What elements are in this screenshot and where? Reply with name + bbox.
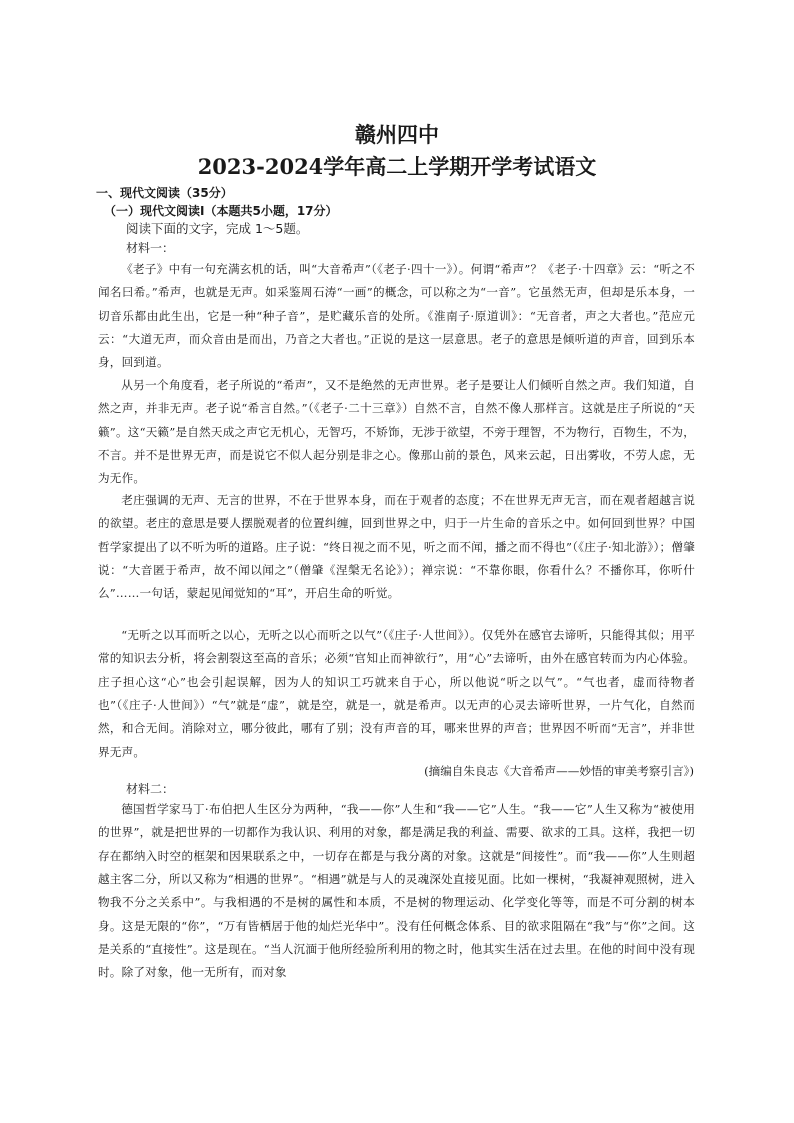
section-heading: 一、现代文阅读（35分） xyxy=(96,186,233,200)
material1-paragraph-2: 从另一个角度看，老子所说的“希声”，又不是绝然的无声世界。老子是要让人们倾听自然之声。我们知道，自然之声，并非无声。老子说“希言自然。”（《老子·二十三章》）自然不言，自然不像人那样言。这就是庄子所说的“天籁”。这“天籁”是自然天成之声它无机心，无智巧，不矫饰，无涉于欲望，不旁于理智，不为物行，百物生，不为，不言。并不是世界无声，而是说它不似人起分别是非之心。像那山前的景色，风来云起，日出雾收，不劳人虑，无为无作。 xyxy=(98,378,695,486)
exam-title: 2023-2024学年高二上学期开学考试语文 xyxy=(197,154,597,179)
material2-paragraph-1: 德国哲学家马丁·布伯把人生区分为两种，“我——你”人生和“我——它”人生。“我——它”人生又称为“被使用的世界”，就是把世界的一切都作为我认识、利用的对象，都是满足我的利益、需要、欲求的工具。这样，我把一切存在都纳入时空的框架和因果联系之中，一切存在都是与我分离的对象。这就是“间接性”。而“我——你”人生则超越主客二分，所以又称为“相遇的世界”。“相遇”就是与人的灵魂深处直接见面。比如一棵树，“我凝神观照树，进入物我不分之关系中”。与我相遇的不是树的属性和本质，不是树的物理运动、化学变化等等，而是不可分割的树本身。这是无限的“你”，“万有皆栖居于他的灿烂光华中”。没有任何概念体系、目的欲求阻隔在“我”与“你”之间。这是关系的“直接性”。这是现在。“当人沉湎于他所经验所利用的物之时，他其实生活在过去里。在他的时间中没有现时。除了对象，他一无所有，而对象 xyxy=(98,802,695,980)
material2-label: 材料二： xyxy=(126,782,175,796)
material1-paragraph-4: “无听之以耳而听之以心，无听之以心而听之以气”（《庄子·人世间》）。仅凭外在感官去谛听，只能得其似；用平常的知识去分析，将会割裂这至高的音乐；必须“官知止而神欲行”，用“心”去谛听，由外在感官转而为内心体验。庄子担心这“心”也会引起误解，因为人的知识工巧就来自于心，所以他说“听之以气”。“气也者，虚而待物者也”（《庄子·人世间》）“气”就是“虚”，就是空，就是一，就是希声。以无声的心灵去谛听世界，一片气化，自然而然，和合无间。消除对立，哪分彼此，哪有了别；没有声音的耳，哪来世界的声音；世界因不听而“无言”，并非世界无声。 xyxy=(98,628,695,759)
school-name: 赣州四中 xyxy=(355,122,439,147)
reading-instruction: 阅读下面的文字，完成 1～5题。 xyxy=(126,221,309,236)
subsection-heading: （一）现代文阅读Ⅰ（本题共5小题，17分） xyxy=(104,204,338,218)
material1-paragraph-3: 老庄强调的无声、无言的世界，不在于世界本身，而在于观者的态度；不在世界无声无言，而在观者超越言说的欲望。老庄的意思是要人摆脱观者的位置纠缠，回到世界之中，归于一片生命的音乐之中。如何回到世界？中国哲学家提出了以不听为听的道路。庄子说：“终日视之而不见，听之而不闻，播之而不得也”（《庄子·知北游》）；僧肇说：“大音匿于希声，故不闻以闻之”（僧肇《涅槃无名论》）；禅宗说：“不靠你眼，你看什么？不播你耳，你听什么”……一句话，蒙起见闻觉知的“耳”，开启生命的听觉。 xyxy=(98,493,695,601)
material1-label: 材料一： xyxy=(126,241,175,255)
material1-source-citation: (摘编自朱良志《大音希声——妙悟的审美考察引言》) xyxy=(424,764,694,778)
material1-paragraph-1: 《老子》中有一句充满玄机的话，叫“大音希声”（《老子·四十一》）。何谓“希声”？《老子·十四章》云：“听之不闻名曰希。”希声，也就是无声。如采鉴周石涛“一画”的概念，可以称之为“一音”。它虽然无声，但却是乐本身，一切音乐都由此生出，它是一种“种子音”，是贮藏乐音的处所。《淮南子·原道训》：“无音者，声之大者也。”范应元云：“大道无声，而众音由是而出，乃音之大者也。”正说的是这一层意思。老子的意思是倾听道的声音，回到乐本身，回到道。 xyxy=(98,262,695,370)
